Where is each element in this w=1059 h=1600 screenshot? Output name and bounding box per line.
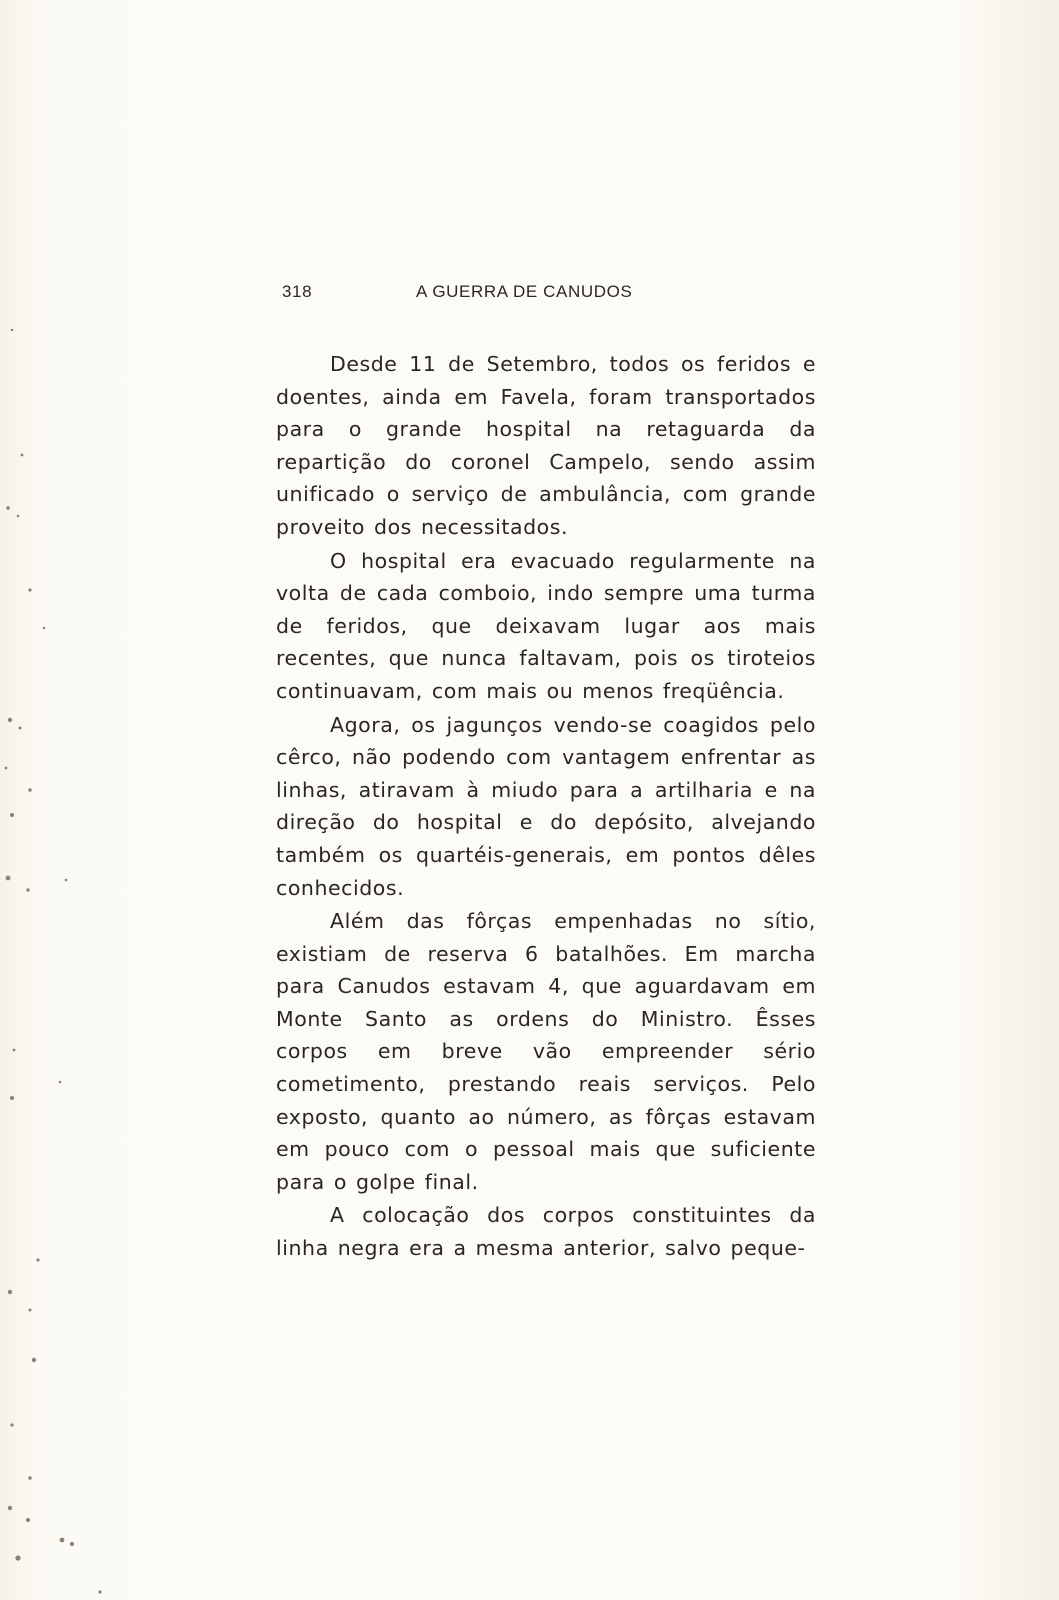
paragraph-1: Desde 11 de Setembro, todos os feridos e doentes, ainda em Favela, foram transportados para o grande hospital na retaguarda da repartição do coronel Campelo, sendo assim unificado o serviço de ambulância, com grande proveito dos necessitados. (276, 352, 816, 539)
running-title: A GUERRA DE CANUDOS (416, 282, 633, 301)
paragraph-3: Agora, os jagunços vendo-se coagidos pelo cêrco, não podendo com vantagem enfrentar as linhas, atiravam à miudo para a artilharia e na direção do hospital e do depósito, alvejando também os quartéis-generais, em pontos dêles conhecidos. (276, 712, 816, 900)
running-head (282, 282, 702, 308)
body-text (276, 348, 816, 1266)
page-number: 318 (282, 282, 313, 301)
paragraph-4: Além das fôrças empenhadas no sítio, existiam de reserva 6 batalhões. Em marcha para Canudos estavam 4, que aguardavam em Monte Santo as ordens do Ministro. Êsses corpos em breve vão empreender sério cometimento, prestando reais serviços. Pelo exposto, quanto ao número, as fôrças estavam em pouco com o pessoal mais que suficiente para o golpe final. (276, 909, 816, 1194)
paragraph-2: O hospital era evacuado regularmente na volta de cada comboio, indo sempre uma turma de feridos, que deixavam lugar aos mais recentes, que nunca faltavam, pois os tiroteios continuavam, com mais ou menos freqüência. (276, 548, 816, 703)
paragraph-5: A colocação dos corpos constituintes da linha negra era a mesma anterior, salvo peque- (276, 1203, 816, 1261)
paper-specks (0, 0, 120, 1600)
